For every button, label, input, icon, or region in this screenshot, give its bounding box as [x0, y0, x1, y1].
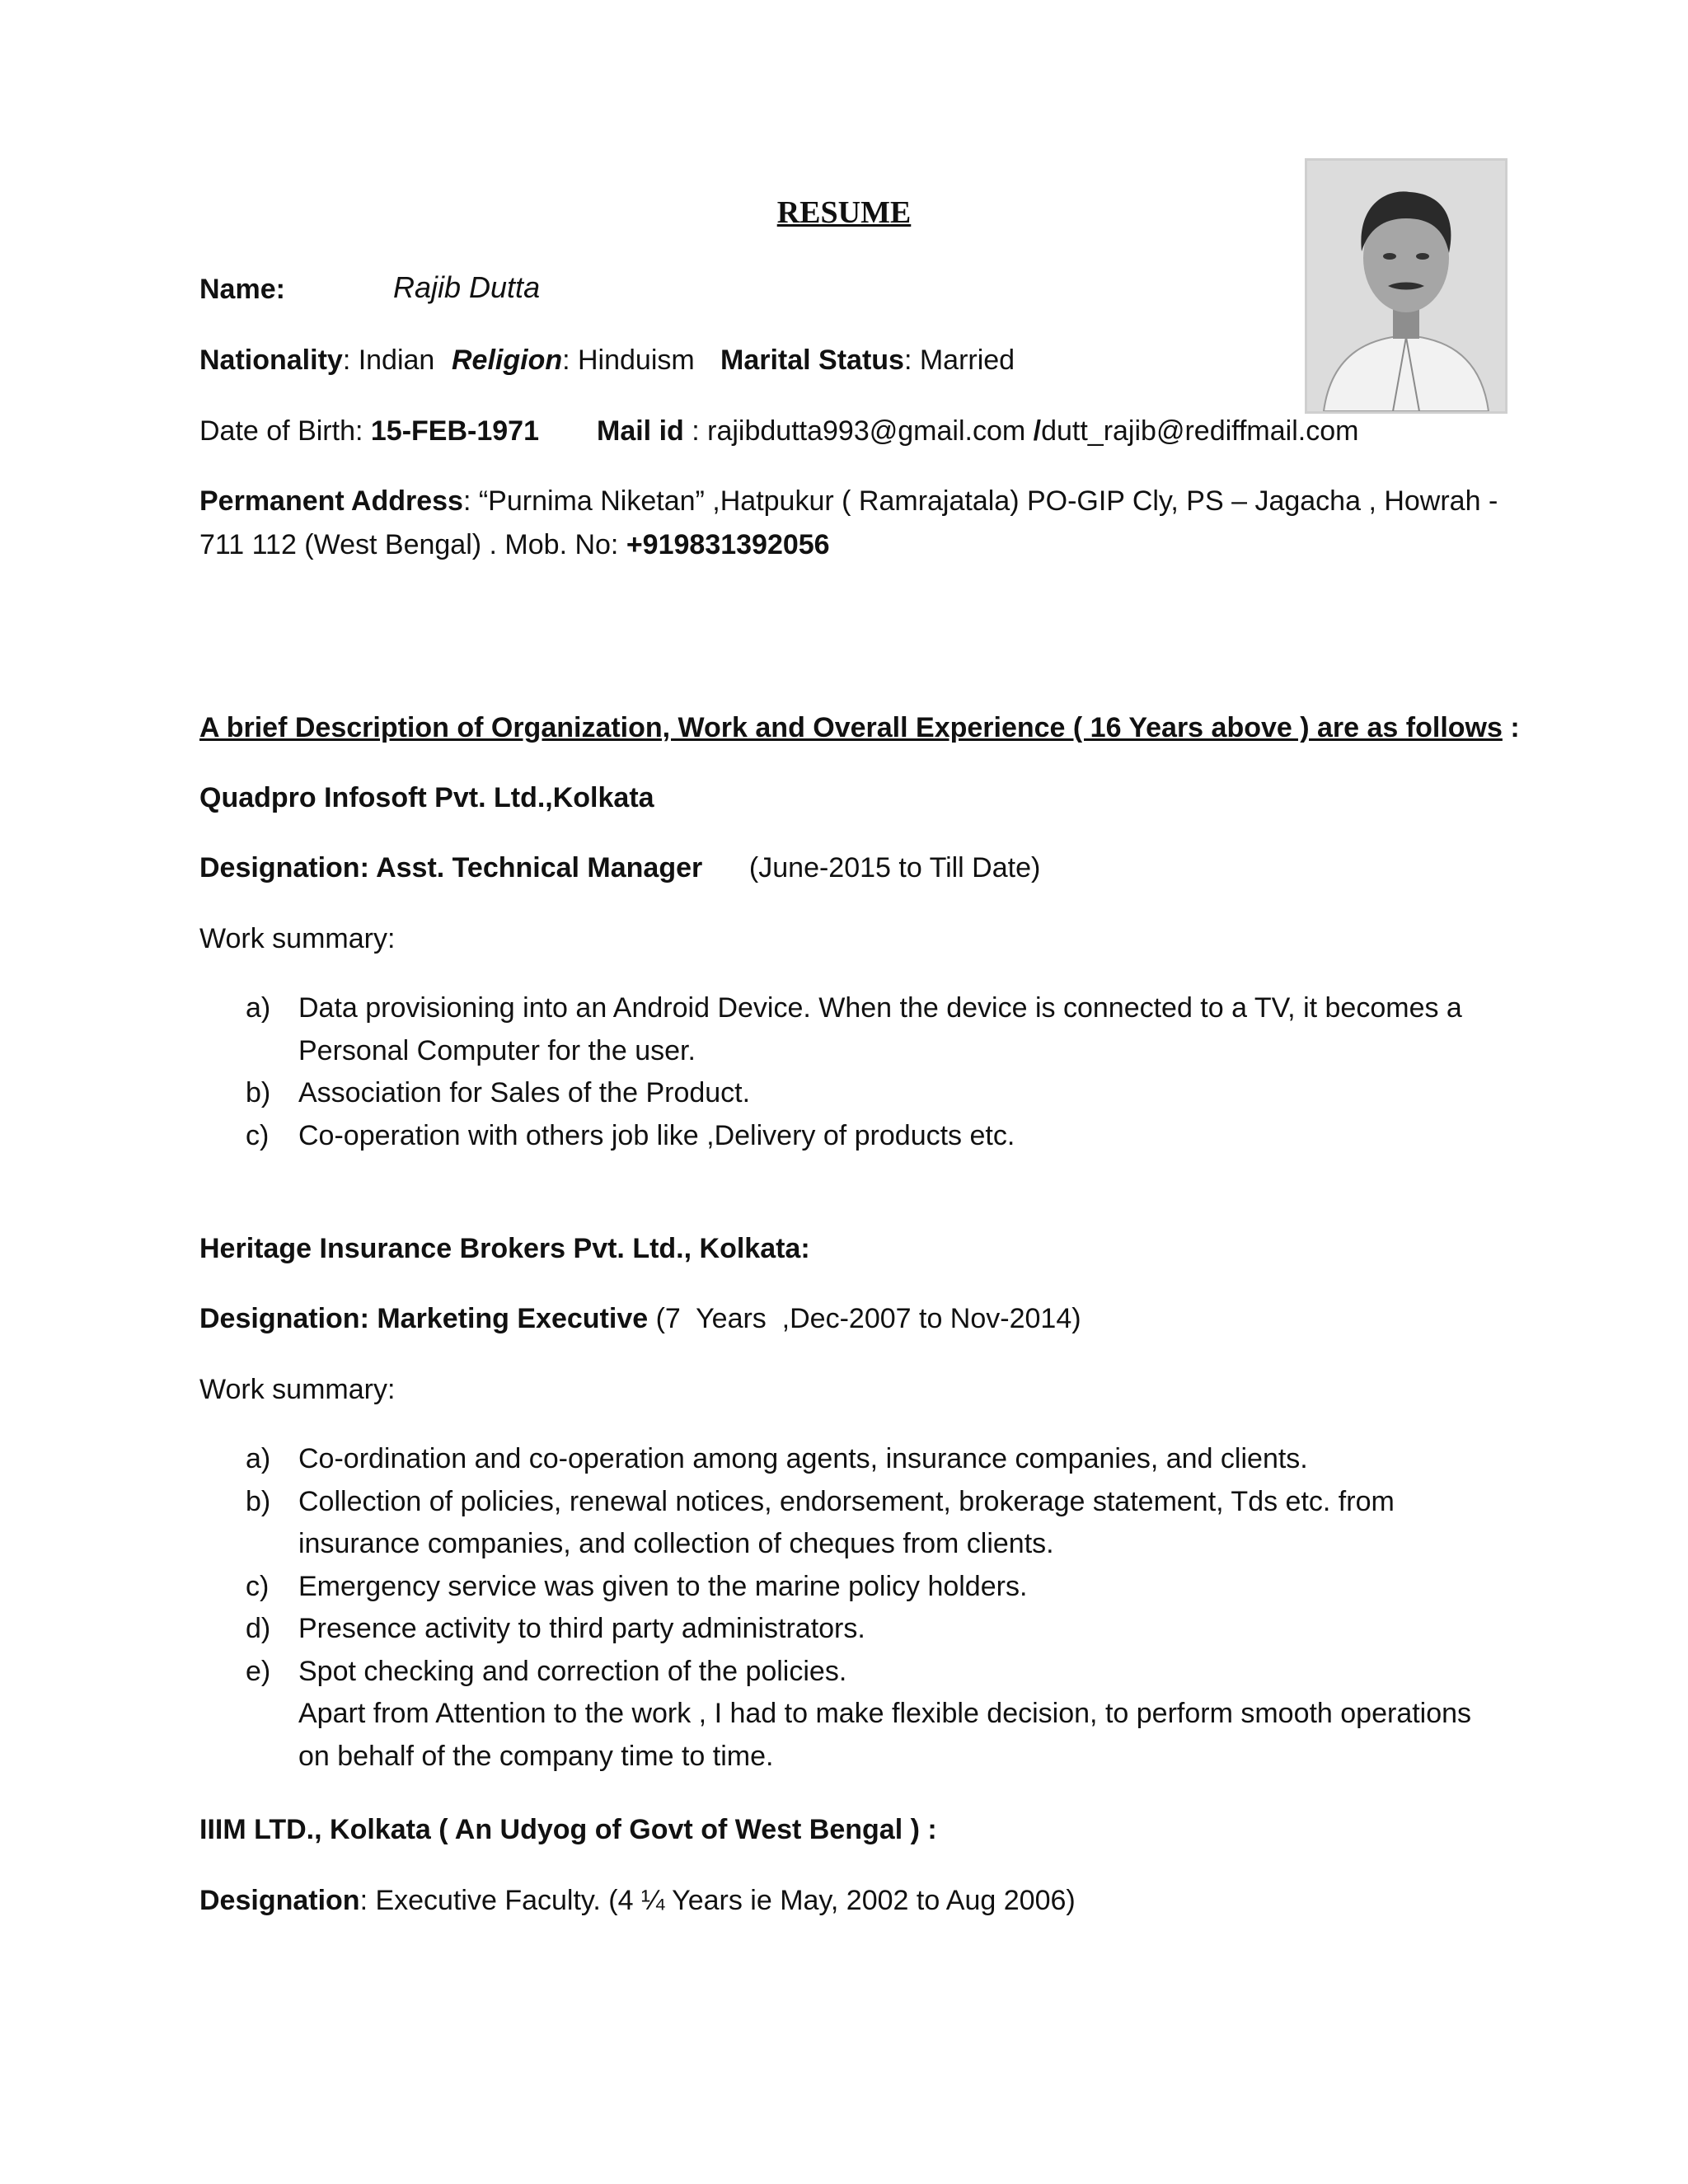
list-item-text: Collection of policies, renewal notices, endorsement, brokerage statement, Tds etc. from insurance companies, and collection of cheques from clients.: [298, 1485, 1395, 1559]
list-item: [246, 1566, 1498, 1609]
profile-photo: [1305, 158, 1507, 414]
list-marker: a): [246, 992, 271, 1024]
list-item: [246, 1072, 1498, 1115]
address-row-2: [199, 527, 830, 563]
religion-value: : Hinduism: [562, 344, 695, 376]
list-item: [246, 1438, 1498, 1481]
nationality-value: : Indian: [342, 344, 435, 376]
list-item-text: Presence activity to third party administrators.: [298, 1613, 865, 1644]
work-summary-closing: Apart from Attention to the work , I had to make flexible decision, to perform smooth operations on behalf of the company time to time.: [298, 1698, 1472, 1772]
mail-row: [597, 413, 1358, 449]
work-summary-list: [246, 1438, 1498, 1778]
religion-row: [452, 342, 695, 378]
nationality-row: [199, 342, 434, 378]
list-marker: c): [246, 1119, 270, 1151]
marital-label: Marital Status: [720, 344, 904, 376]
list-item: [246, 1651, 1498, 1694]
list-item: [246, 987, 1498, 1072]
address-label: Permanent Address: [199, 485, 463, 517]
experience-heading: [199, 710, 1520, 746]
page-title: RESUME: [776, 195, 912, 230]
name-label: Name:: [199, 274, 285, 305]
dob-row: [199, 413, 539, 449]
job-company: Quadpro Infosoft Pvt. Ltd.,Kolkata: [199, 782, 654, 813]
list-marker: a): [246, 1443, 271, 1474]
address-line-1: : “Purnima Niketan” ,Hatpukur ( Ramrajatala) PO-GIP Cly, PS – Jagacha , Howrah -: [462, 485, 1498, 517]
list-marker: b): [246, 1077, 271, 1108]
list-marker: e): [246, 1655, 271, 1687]
marital-row: [720, 342, 1015, 378]
dob-label: Date of Birth:: [199, 415, 371, 447]
list-item: [246, 1115, 1498, 1158]
work-summary-label: Work summary:: [199, 923, 396, 954]
nationality-label: Nationality: [199, 344, 343, 376]
list-marker: d): [246, 1613, 271, 1644]
list-item-text: Spot checking and correction of the policies.: [298, 1655, 847, 1687]
job-company: Heritage Insurance Brokers Pvt. Ltd., Kolkata:: [199, 1233, 810, 1264]
name-value: Rajib Dutta: [393, 270, 541, 304]
list-item-text: Data provisioning into an Android Device. When the device is connected to a TV, it becomes a Personal Computer for the user.: [298, 992, 1462, 1066]
list-item-text: Association for Sales of the Product.: [298, 1077, 751, 1108]
experience-heading-text: A brief Description of Organization, Work and Overall Experience ( 16 Years above ) are as follows: [199, 712, 1503, 743]
list-item: [246, 1481, 1498, 1566]
list-item-text: Emergency service was given to the marine policy holders.: [298, 1570, 1028, 1602]
mail-value-secondary: dutt_rajib@rediffmail.com: [1041, 415, 1359, 447]
job-designation: [199, 850, 1040, 886]
designation-label: Designation: Asst. Technical Manager: [199, 852, 703, 883]
designation-label: Designation: Marketing Executive: [199, 1303, 649, 1334]
work-summary-list: [246, 987, 1498, 1157]
job-company: IIIM LTD., Kolkata ( An Udyog of Govt of West Bengal ) :: [199, 1814, 937, 1845]
list-item-text: Co-operation with others job like ,Delivery of products etc.: [298, 1119, 1015, 1151]
list-marker: c): [246, 1570, 270, 1602]
mobile-number: +919831392056: [626, 529, 830, 560]
job-designation: [199, 1301, 1081, 1337]
address-row: [199, 483, 1498, 519]
list-item-text: Co-ordination and co-operation among agents, insurance companies, and clients.: [298, 1443, 1308, 1474]
job-designation: [199, 1882, 1076, 1919]
designation-period: (June-2015 to Till Date): [702, 852, 1041, 883]
marital-value: : Married: [903, 344, 1015, 376]
list-item: [246, 1608, 1498, 1651]
address-line-2: 711 112 (West Bengal) . Mob. No:: [199, 529, 626, 560]
religion-label: Religion: [452, 344, 563, 376]
work-summary-label: Work summary:: [199, 1374, 396, 1405]
experience-heading-suffix: :: [1502, 712, 1520, 743]
designation-period: (7 Years ,Dec-2007 to Nov-2014): [648, 1303, 1081, 1334]
list-marker: b): [246, 1485, 271, 1517]
mail-value-primary: : rajibdutta993@gmail.com: [683, 415, 1034, 447]
designation-label: Designation: [199, 1885, 360, 1916]
dob-value: 15-FEB-1971: [370, 415, 539, 447]
mail-separator: /: [1033, 415, 1042, 447]
mail-label: Mail id: [597, 415, 684, 447]
designation-period: : Executive Faculty. (4 ¼ Years ie May, 2002 to Aug 2006): [359, 1885, 1076, 1916]
